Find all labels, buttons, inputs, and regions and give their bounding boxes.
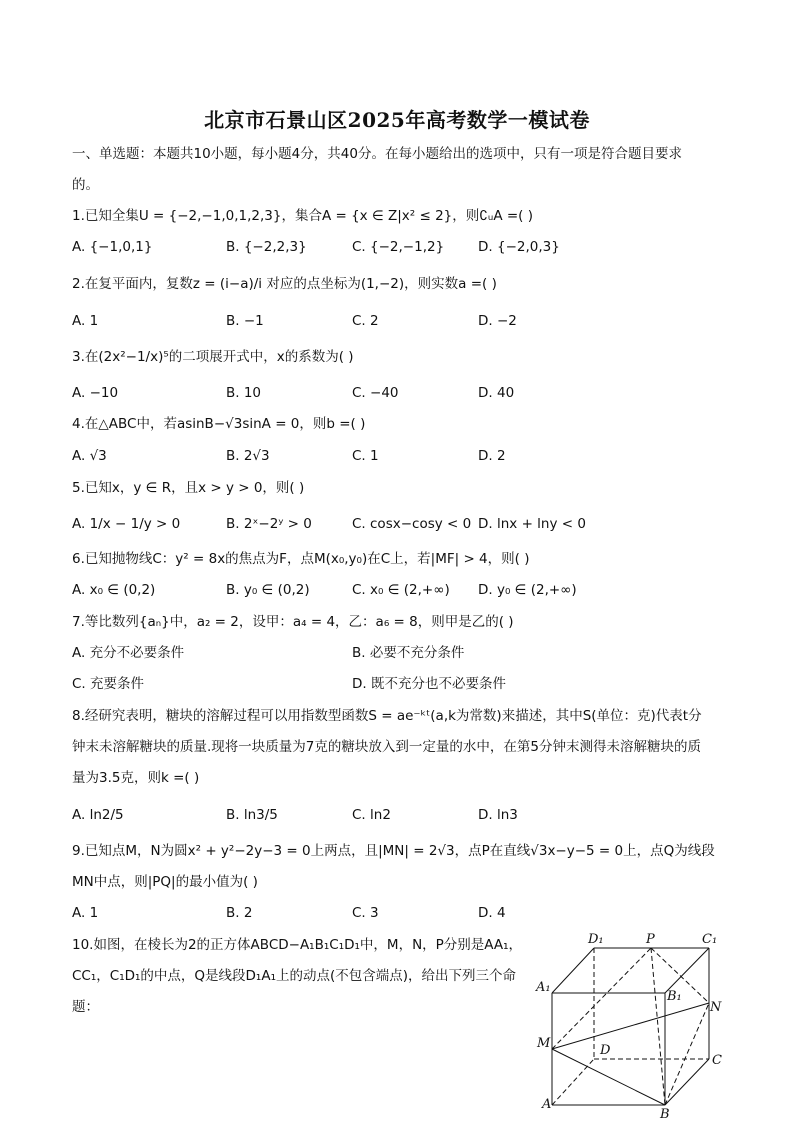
- question-10-stem-line3: 题：: [72, 999, 99, 1015]
- label-d1: D₁: [588, 932, 604, 947]
- question-8-option-d: D. ln3: [478, 807, 518, 823]
- edge-b1-c1: [665, 948, 709, 993]
- question-7-option-c: C. 充要条件: [72, 676, 145, 692]
- question-9-option-c: C. 3: [352, 905, 379, 921]
- question-3-option-d: D. 40: [478, 385, 515, 401]
- question-7-stem: 7.等比数列{aₙ}中，a₂ = 2，设甲：a₄ = 4，乙：a₆ = 8，则甲是乙的( ): [72, 614, 514, 630]
- label-c: C: [712, 1053, 722, 1068]
- question-3-option-a: A. −10: [72, 385, 119, 401]
- question-4-option-d: D. 2: [478, 448, 506, 464]
- question-8-stem-line1: 8.经研究表明，糖块的溶解过程可以用指数型函数S = ae⁻ᵏᵗ(a,k为常数)来描述，其中S(单位：克)代表t分: [72, 708, 702, 724]
- question-4-option-b: B. 2√3: [226, 448, 270, 464]
- question-9-option-b: B. 2: [226, 905, 253, 921]
- question-2-option-a: A. 1: [72, 313, 99, 329]
- label-a: A: [542, 1097, 552, 1112]
- question-2-option-c: C. 2: [352, 313, 379, 329]
- question-8-option-c: C. ln2: [352, 807, 391, 823]
- question-6-option-a: A. x₀ ∈ (0,2): [72, 582, 156, 598]
- question-10-stem-line1: 10.如图，在棱长为2的正方体ABCD−A₁B₁C₁D₁中，M，N，P分别是AA₁，: [72, 937, 523, 953]
- label-p: P: [646, 932, 655, 947]
- question-4-option-c: C. 1: [352, 448, 379, 464]
- question-1-option-a: A. {−1,0,1}: [72, 239, 153, 255]
- question-9-option-a: A. 1: [72, 905, 99, 921]
- label-m: M: [537, 1036, 551, 1051]
- question-7-option-d: D. 既不充分也不必要条件: [352, 676, 506, 692]
- question-8-stem-line2: 钟末未溶解糖块的质量.现将一块质量为7克的糖块放入到一定量的水中，在第5分钟末测得未溶解糖块的质: [72, 739, 701, 755]
- question-2-option-d: D. −2: [478, 313, 517, 329]
- question-2-option-b: B. −1: [226, 313, 264, 329]
- segment-p-b-hidden: [651, 948, 665, 1105]
- question-5-stem: 5.已知x，y ∈ R，且x > y > 0，则( ): [72, 480, 305, 496]
- label-b: B: [660, 1107, 670, 1120]
- question-9-stem-line2: MN中点，则|PQ|的最小值为( ): [72, 874, 258, 890]
- question-2-stem: 2.在复平面内，复数z = (i−a)/i 对应的点坐标为(1,−2)，则实数a =( ): [72, 276, 497, 292]
- edge-a-d-hidden: [552, 1059, 594, 1105]
- question-7-option-a: A. 充分不必要条件: [72, 645, 185, 661]
- question-3-stem: 3.在(2x²−1/x)⁵的二项展开式中，x的系数为( ): [72, 349, 354, 365]
- segment-m-p-hidden: [552, 948, 651, 1049]
- edge-a1-d1: [552, 948, 594, 993]
- question-8-option-b: B. ln3/5: [226, 807, 278, 823]
- section-heading-line2: 的。: [72, 177, 99, 193]
- question-3-option-b: B. 10: [226, 385, 262, 401]
- question-5-option-a: A. 1/x − 1/y > 0: [72, 516, 181, 532]
- question-1-option-c: C. {−2,−1,2}: [352, 239, 445, 255]
- label-b1: B₁: [667, 989, 682, 1004]
- segment-b-n-hidden: [665, 1003, 709, 1105]
- question-5-option-c: C. cosx−cosy < 0: [352, 516, 472, 532]
- question-5-option-d: D. lnx + lny < 0: [478, 516, 586, 532]
- segment-m-n: [552, 1003, 709, 1049]
- section-heading-line1: 一、单选题：本题共10小题，每小题4分，共40分。在每小题给出的选项中，只有一项是符合题目要求: [72, 146, 682, 162]
- page-title: 北京市石景山区2025年高考数学一模试卷: [204, 108, 590, 132]
- question-8-stem-line3: 量为3.5克，则k =( ): [72, 770, 200, 786]
- question-3-option-c: C. −40: [352, 385, 399, 401]
- question-9-option-d: D. 4: [478, 905, 506, 921]
- label-d: D: [600, 1043, 611, 1058]
- question-6-option-d: D. y₀ ∈ (2,+∞): [478, 582, 577, 598]
- question-1-option-b: B. {−2,2,3}: [226, 239, 307, 255]
- question-7-option-b: B. 必要不充分条件: [352, 645, 465, 661]
- edge-b-c: [665, 1059, 709, 1105]
- label-a1: A₁: [536, 980, 551, 995]
- question-4-option-a: A. √3: [72, 448, 107, 464]
- question-6-option-b: B. y₀ ∈ (0,2): [226, 582, 310, 598]
- question-4-stem: 4.在△ABC中，若asinB−√3sinA = 0，则b =( ): [72, 416, 366, 432]
- label-c1: C₁: [702, 932, 718, 947]
- question-10-stem-line2: CC₁，C₁D₁的中点，Q是线段D₁A₁上的动点(不包含端点)，给出下列三个命: [72, 968, 517, 984]
- question-1-stem: 1.已知全集U = {−2,−1,0,1,2,3}，集合A = {x ∈ Z|x² ≤ 2}，则∁ᵤA =( ): [72, 208, 533, 224]
- question-9-stem-line1: 9.已知点M，N为圆x² + y²−2y−3 = 0上两点，且|MN| = 2√3，点P在直线√3x−y−5 = 0上，点Q为线段: [72, 843, 715, 859]
- question-6-stem: 6.已知抛物线C：y² = 8x的焦点为F，点M(x₀,y₀)在C上，若|MF| > 4，则( ): [72, 551, 530, 567]
- label-n: N: [710, 1000, 722, 1015]
- question-6-option-c: C. x₀ ∈ (2,+∞): [352, 582, 450, 598]
- question-8-option-a: A. ln2/5: [72, 807, 124, 823]
- question-5-option-b: B. 2ˣ−2ʸ > 0: [226, 516, 312, 532]
- cube-figure: [534, 930, 734, 1120]
- question-1-option-d: D. {−2,0,3}: [478, 239, 560, 255]
